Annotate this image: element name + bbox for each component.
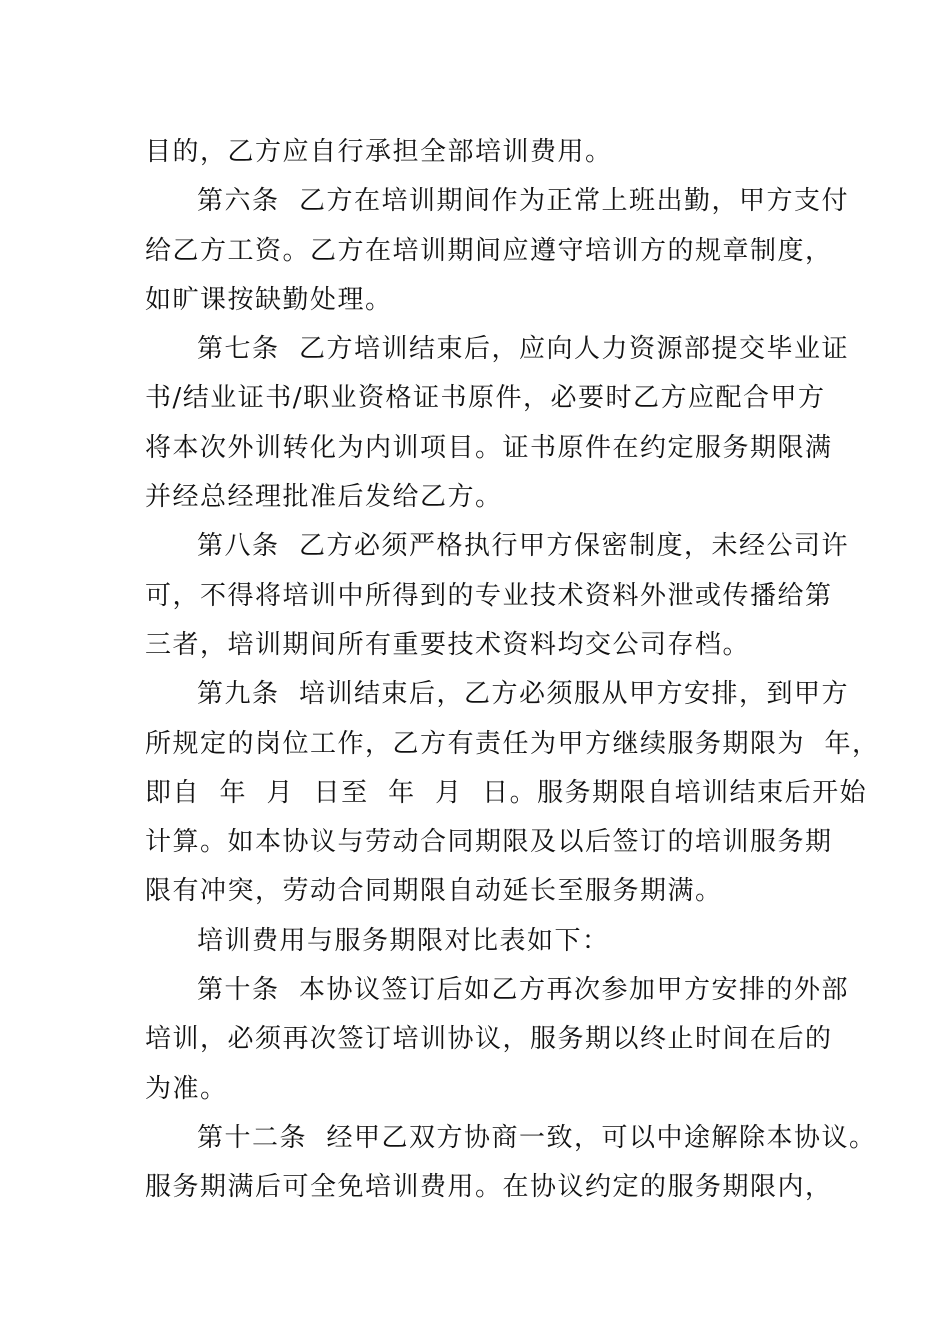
- text-line: 即自 年 月 日至 年 月 日。服务期限自培训结束后开始: [145, 777, 868, 808]
- text-line: 将本次外训转化为内训项目。证书原件在约定服务期限满: [145, 432, 833, 463]
- text-line: 可，不得将培训中所得到的专业技术资料外泄或传播给第: [145, 580, 833, 611]
- text-line: 如旷课按缺勤处理。: [145, 284, 393, 315]
- article-7-heading-line: 第七条 乙方培训结束后，应向人力资源部提交毕业证: [197, 334, 850, 365]
- text-line: 培训，必须再次签订培训协议，服务期以终止时间在后的: [145, 1024, 833, 1055]
- document-body: [145, 128, 880, 1213]
- text-line: 服务期满后可全免培训费用。在协议约定的服务期限内，: [145, 1172, 833, 1203]
- comparison-table-intro-line: 培训费用与服务期限对比表如下：: [197, 925, 610, 956]
- text-line: 给乙方工资。乙方在培训期间应遵守培训方的规章制度，: [145, 235, 833, 266]
- article-6-heading-line: 第六条 乙方在培训期间作为正常上班出勤，甲方支付: [197, 186, 850, 217]
- article-10-heading-line: 第十条 本协议签订后如乙方再次参加甲方安排的外部: [197, 975, 850, 1006]
- text-line: 所规定的岗位工作，乙方有责任为甲方继续服务期限为 年，: [145, 728, 880, 759]
- article-12-heading-line: 第十二条 经甲乙双方协商一致，可以中途解除本协议。: [197, 1122, 877, 1153]
- article-9-heading-line: 第九条 培训结束后，乙方必须服从甲方安排，到甲方: [197, 679, 850, 710]
- text-line: 为准。: [145, 1073, 228, 1104]
- article-8-heading-line: 第八条 乙方必须严格执行甲方保密制度，未经公司许: [197, 531, 850, 562]
- text-line: 书/结业证书/职业资格证书原件，必要时乙方应配合甲方: [145, 383, 826, 414]
- text-line: 三者，培训期间所有重要技术资料均交公司存档。: [145, 629, 751, 660]
- text-line: 限有冲突，劳动合同期限自动延长至服务期满。: [145, 876, 723, 907]
- text-line: 计算。如本协议与劳动合同期限及以后签订的培训服务期: [145, 827, 833, 858]
- text-line: 目的，乙方应自行承担全部培训费用。: [145, 137, 613, 167]
- text-line: 并经总经理批准后发给乙方。: [145, 482, 503, 513]
